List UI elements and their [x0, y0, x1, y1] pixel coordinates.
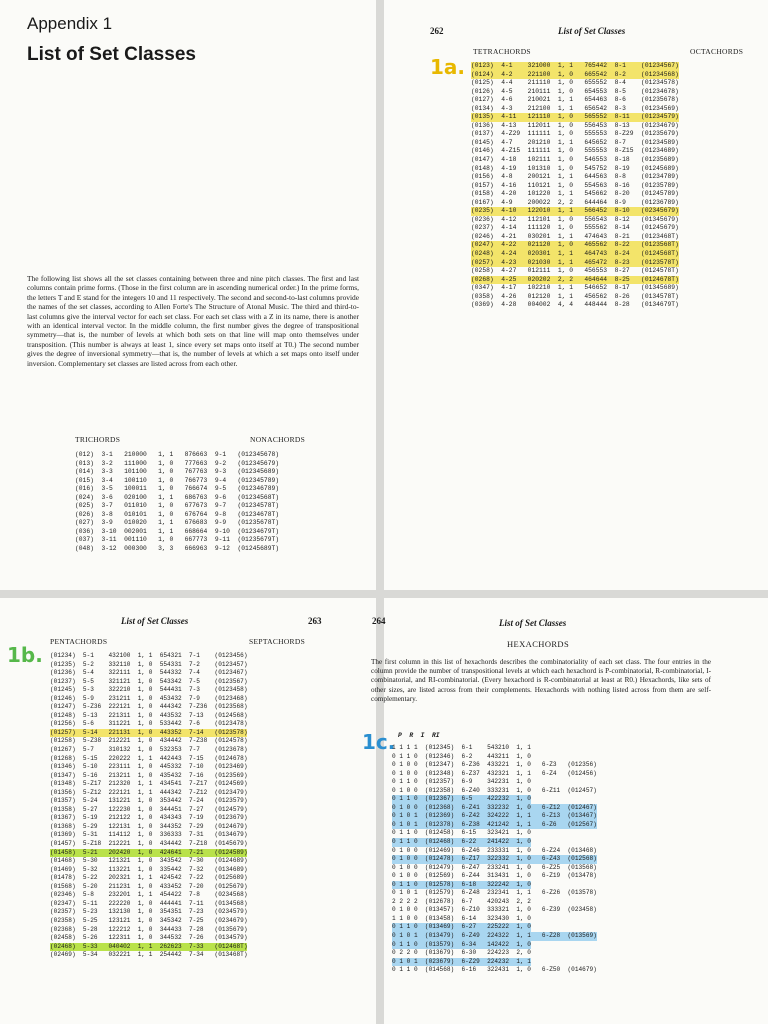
tetrachords-heading: TETRACHORDS: [473, 47, 531, 56]
table-row: (01356) 5-Z12 222121 1, 1 444342 7-Z12 (0123479): [50, 788, 248, 796]
table-row: 0 1 0 0 (012478) 6-Z17 322332 1, 0 6-Z43 (012568): [392, 855, 597, 863]
table-row: (01234) 5-1 432100 1, 1 654321 7-1 (0123456): [50, 652, 248, 659]
trichord-table: [75, 451, 279, 554]
table-row: (02368) 5-28 122212 1, 0 344433 7-28 (0135679): [50, 925, 248, 933]
table-row: (024) 3-6 020100 1, 1 686763 9-6 (01234568T): [75, 493, 280, 501]
table-row: 0 1 1 0 (012367) 6-5 422232 1, 0: [392, 795, 531, 803]
page-title: List of Set Classes: [27, 44, 196, 65]
table-row: (026) 3-8 010101 1, 0 676764 9-8 (01234678T): [75, 510, 280, 518]
table-row: (01235) 5-2 332110 1, 0 554331 7-2 (0123457): [50, 660, 248, 668]
table-row: (01248) 5-13 221311 1, 0 443532 7-13 (0124568): [50, 711, 248, 719]
table-row: (0246) 4-21 030201 1, 1 474643 8-21 (0123468T): [471, 232, 679, 240]
table-row: (037) 3-11 001110 1, 0 667773 9-11 (01235679T): [75, 536, 280, 544]
table-row: 0 1 0 0 (012569) 6-Z44 313431 1, 0 6-Z19 (013478): [392, 872, 597, 880]
table-row: 0 1 0 1 (023679) 6-Z29 224232 1, 1: [392, 957, 531, 965]
table-row: (01258) 5-Z38 212221 1, 0 434442 7-Z38 (0124578): [50, 737, 248, 745]
table-row: (01246) 5-9 231211 1, 0 453432 7-9 (0123468): [50, 694, 248, 702]
table-row: (0125) 4-4 211110 1, 0 655552 8-4 (01234578): [471, 79, 679, 87]
running-header: List of Set Classes: [558, 26, 626, 36]
table-row: (015) 3-4 100110 1, 0 766773 9-4 (012345789): [75, 476, 280, 484]
table-row: (0147) 4-18 102111 1, 0 546553 8-18 (01235689): [471, 156, 679, 164]
table-row: (0126) 4-5 210111 1, 0 654553 8-5 (01234678): [471, 87, 679, 95]
table-row: (01256) 5-6 311221 1, 0 533442 7-6 (0123478): [50, 720, 248, 728]
table-row: 0 1 0 1 (012369) 6-Z42 324222 1, 1 6-Z13 (013467): [392, 812, 597, 820]
combinatoriality-header: P R I RI: [398, 732, 440, 739]
table-row: (01457) 5-Z18 212221 1, 0 434442 7-Z18 (0145679): [50, 840, 248, 848]
annotation-1a: 1a.: [430, 55, 466, 79]
table-row: (01268) 5-15 220222 1, 1 442443 7-15 (0124678): [50, 754, 248, 762]
table-row: (0157) 4-16 110121 1, 0 554563 8-16 (01235789): [471, 181, 679, 189]
table-row: (01368) 5-29 122131 1, 0 344352 7-29 (0124679): [50, 822, 248, 830]
table-row: 0 1 1 0 (014568) 6-16 322431 1, 0 6-Z50 (014679): [392, 966, 597, 974]
table-row: (01267) 5-7 310132 1, 0 532353 7-7 (0123678): [50, 746, 248, 754]
table-row: (0369) 4-28 004002 4, 4 448444 8-28 (0134679T): [471, 301, 679, 309]
table-row: (0146) 4-Z15 111111 1, 0 555553 8-Z15 (01234689): [471, 147, 679, 155]
table-row: 0 1 1 0 (012458) 6-15 323421 1, 0: [392, 829, 531, 837]
table-row: (012) 3-1 210000 1, 1 876663 9-1 (012345678): [75, 451, 280, 458]
trichords-heading: TRICHORDS: [75, 435, 121, 444]
table-row: (036) 3-10 002001 1, 1 668664 9-10 (01234679T): [75, 527, 280, 535]
table-row: (01358) 5-27 122230 1, 0 344451 7-27 (0124579): [50, 805, 248, 813]
table-row: (014) 3-3 101100 1, 0 767763 9-3 (012345689): [75, 468, 280, 476]
table-row: (0158) 4-20 101220 1, 1 545662 8-20 (01245789): [471, 190, 679, 198]
table-row: (013) 3-2 111000 1, 0 777663 9-2 (012345679): [75, 459, 280, 467]
appendix-label: Appendix 1: [27, 14, 113, 33]
table-row: (0247) 4-22 021120 1, 0 465562 8-22 (0123568T): [471, 241, 679, 249]
page-appendix: [0, 0, 376, 590]
table-row: (0137) 4-Z29 111111 1, 0 555553 8-Z29 (01235679): [471, 130, 679, 138]
table-row: (0136) 4-13 112011 1, 0 556453 8-13 (01234679): [471, 121, 679, 129]
table-row: (0347) 4-17 102210 1, 1 546652 8-17 (01345689): [471, 284, 679, 292]
table-row: 2 2 2 2 (012678) 6-7 420243 2, 2: [392, 897, 531, 905]
table-row: 0 2 2 0 (013679) 6-30 224223 2, 0: [392, 949, 531, 957]
table-row: 0 1 1 0 (013579) 6-34 142422 1, 0: [392, 940, 531, 948]
table-row: (0123) 4-1 321000 1, 1 765442 8-1 (01234567): [471, 62, 679, 69]
table-row: 0 1 1 0 (012346) 6-2 443211 1, 0: [392, 752, 531, 760]
table-row: (02468) 5-33 040402 1, 1 262623 7-33 (012468T): [50, 942, 248, 950]
table-row: (01347) 5-16 213211 1, 0 435432 7-16 (0123569): [50, 771, 248, 779]
table-row: (01257) 5-14 221131 1, 0 443352 7-14 (0123578): [50, 728, 248, 736]
annotation-1b: 1b.: [7, 643, 43, 667]
table-row: 0 1 0 0 (012348) 6-Z37 432321 1, 1 6-Z4 (012456): [392, 769, 597, 777]
table-row: (0135) 4-11 121110 1, 0 565552 8-11 (01234579): [471, 113, 679, 121]
table-row: (01237) 5-5 321121 1, 0 543342 7-5 (0123567): [50, 677, 248, 685]
table-row: (0237) 4-14 111120 1, 0 555562 8-14 (01245679): [471, 224, 679, 232]
table-row: (048) 3-12 000300 3, 3 666963 9-12 (01245689T): [75, 545, 280, 553]
table-row: (02357) 5-23 132130 1, 0 354351 7-23 (0234579): [50, 908, 248, 916]
table-row: (0145) 4-7 201210 1, 1 645652 8-7 (01234589): [471, 138, 679, 146]
table-row: (0167) 4-9 200022 2, 2 644464 8-9 (01236789): [471, 198, 679, 206]
table-row: (01245) 5-3 322210 1, 0 544431 7-3 (0123458): [50, 686, 248, 694]
table-row: (02469) 5-34 032221 1, 1 254442 7-34 (013468T): [50, 951, 248, 959]
annotation-1c: 1c.: [362, 730, 396, 754]
page-264: [362, 598, 768, 1024]
table-row: 0 1 1 0 (013469) 6-27 225222 1, 0: [392, 923, 531, 931]
table-row: (01236) 5-4 322111 1, 0 544332 7-4 (0123467): [50, 669, 248, 677]
hexachord-table: [392, 744, 597, 975]
page-number: 264: [372, 616, 386, 626]
page-263: [0, 598, 376, 1024]
table-row: (01469) 5-32 113221 1, 0 335442 7-32 (0134689): [50, 865, 248, 873]
table-row: 0 1 1 0 (012357) 6-9 342231 1, 0: [392, 778, 531, 786]
table-row: (02458) 5-26 122311 1, 0 344532 7-26 (0134579): [50, 934, 248, 942]
page-262: [384, 0, 768, 590]
table-row: (0148) 4-19 101310 1, 0 545752 8-19 (01245689): [471, 164, 679, 172]
table-row: (01348) 5-Z17 212320 1, 1 434541 7-Z17 (0124569): [50, 780, 248, 788]
table-row: 1 1 1 1 (012345) 6-1 543210 1, 1: [392, 744, 531, 751]
table-row: 0 1 0 0 (012479) 6-Z47 233241 1, 0 6-Z25 (013568): [392, 863, 597, 871]
table-row: (0235) 4-10 122010 1, 1 566452 8-10 (02345679): [471, 207, 679, 215]
table-row: 1 1 0 0 (013458) 6-14 323430 1, 0: [392, 914, 531, 922]
hexachord-intro: The first column in this list of hexachords describes the combinatoriality of each set class. The four entries in the column provide the number of transpositional levels at which each hexachord is P-combinatorial, R-combinatorial, I-combinatorial, and RI-combinatorial. (Every hexachord is R-combinatorial at least at R0.) Hexachords, like sets of other sizes, are listed across from their complements. Hexachords with nothing listed across from them are self-complementary.: [371, 658, 711, 703]
table-row: 0 1 0 0 (012347) 6-Z36 433221 1, 0 6-Z3 (012356): [392, 761, 597, 769]
table-row: (0236) 4-12 112101 1, 0 556543 8-12 (01345679): [471, 215, 679, 223]
table-row: 0 1 0 0 (012358) 6-Z40 333231 1, 0 6-Z11 (012457): [392, 786, 597, 794]
table-row: (0248) 4-24 020301 1, 1 464743 8-24 (0124568T): [471, 250, 679, 258]
table-row: (0134) 4-3 212100 1, 1 656542 8-3 (01234569): [471, 104, 679, 112]
table-row: (01367) 5-19 212122 1, 0 434343 7-19 (0123679): [50, 814, 248, 822]
table-row: (0358) 4-26 012120 1, 1 456562 8-26 (0134578T): [471, 292, 679, 300]
table-row: 0 1 0 0 (012368) 6-Z41 332232 1, 0 6-Z12 (012467): [392, 803, 597, 811]
table-row: 0 1 1 0 (012468) 6-22 241422 1, 0: [392, 838, 531, 846]
table-row: (01478) 5-22 202321 1, 1 424542 7-22 (0125689): [50, 874, 248, 882]
page-number: 263: [308, 616, 322, 626]
octachords-heading: OCTACHORDS: [690, 47, 744, 56]
table-row: (01369) 5-31 114112 1, 0 336333 7-31 (0134679): [50, 831, 248, 839]
table-row: (01468) 5-30 121321 1, 0 343542 7-30 (0124689): [50, 857, 248, 865]
table-row: (01357) 5-24 131221 1, 0 353442 7-24 (0123579): [50, 797, 248, 805]
table-row: (01568) 5-20 211231 1, 0 433452 7-20 (0125679): [50, 882, 248, 890]
table-row: (0268) 4-25 020202 2, 2 464644 8-25 (0124678T): [471, 275, 679, 283]
table-row: 0 1 0 1 (012378) 6-Z38 421242 1, 1 6-Z6 (012567): [392, 820, 597, 828]
table-row: (0124) 4-2 221100 1, 0 665542 8-2 (01234568): [471, 70, 679, 78]
pentachord-table: [50, 652, 247, 960]
table-row: (0156) 4-8 200121 1, 1 644563 8-8 (01234789): [471, 173, 679, 181]
table-row: (02346) 5-8 232201 1, 1 454422 7-8 (0234568): [50, 891, 248, 899]
tetrachord-table: [471, 62, 679, 310]
table-row: (0258) 4-27 012111 1, 0 456553 8-27 (0124578T): [471, 267, 679, 275]
table-row: (01458) 5-21 202420 1, 0 424641 7-21 (0124589): [50, 848, 248, 856]
table-row: (02358) 5-25 123121 1, 0 345342 7-25 (0234679): [50, 916, 248, 924]
septachords-heading: SEPTACHORDS: [249, 637, 306, 646]
table-row: 0 1 0 1 (012579) 6-Z48 232341 1, 1 6-Z26 (013578): [392, 889, 597, 897]
hexachords-heading: HEXACHORDS: [507, 639, 570, 649]
running-header: List of Set Classes: [121, 616, 189, 626]
intro-paragraph: The following list shows all the set classes containing between three and nine pitch classes. The first and last columns contain prime forms. (Those in the first column are in ascending numerical order.) In the prime forms, the letters T and E stand for the integers 10 and 11 respectively. The second and second-to-last columns provide the names of the set classes, according to Allen Forte's The Structure of Atonal Music. The third and third-to-last columns give the interval vector for each set class. For each set class with a Z in its name, there is another with an identical interval vector. In the middle column, the first number gives the degree of transpositional symmetry—that is, the number of levels at which both sets on that line will map onto themselves under transposition. (This number is always at least 1, since every set maps onto itself at T0.) The second number gives the degree of inversional symmetry—that is, the number of levels at which a set maps onto itself under inversion. Complementary set classes are listed across from each other.: [27, 274, 359, 368]
table-row: (025) 3-7 011010 1, 0 677673 9-7 (01234578T): [75, 502, 280, 510]
pentachords-heading: PENTACHORDS: [50, 637, 108, 646]
table-row: (01346) 5-10 223111 1, 0 445332 7-10 (0123469): [50, 763, 248, 771]
table-row: 0 1 0 0 (013457) 6-Z10 333321 1, 0 6-Z39 (023458): [392, 906, 597, 914]
table-row: 0 1 1 0 (012578) 6-18 322242 1, 0: [392, 880, 531, 888]
table-row: 0 1 0 0 (012469) 6-Z46 233331 1, 0 6-Z24 (013468): [392, 846, 597, 854]
table-row: (027) 3-9 010020 1, 1 676683 9-9 (01235678T): [75, 519, 280, 527]
nonachords-heading: NONACHORDS: [250, 435, 306, 444]
table-row: 0 1 0 1 (013479) 6-Z49 224322 1, 1 6-Z28 (013569): [392, 932, 597, 940]
table-row: (01247) 5-Z36 222121 1, 0 444342 7-Z36 (0123568): [50, 703, 248, 711]
table-row: (016) 3-5 100011 1, 0 766674 9-5 (012346789): [75, 485, 280, 493]
table-row: (0257) 4-23 021030 1, 1 465472 8-23 (0123578T): [471, 258, 679, 266]
page-number: 262: [430, 26, 444, 36]
table-row: (0127) 4-6 210021 1, 1 654463 8-6 (01235678): [471, 96, 679, 104]
running-header: List of Set Classes: [499, 618, 567, 628]
table-row: (02347) 5-11 222220 1, 0 444441 7-11 (0134568): [50, 899, 248, 907]
